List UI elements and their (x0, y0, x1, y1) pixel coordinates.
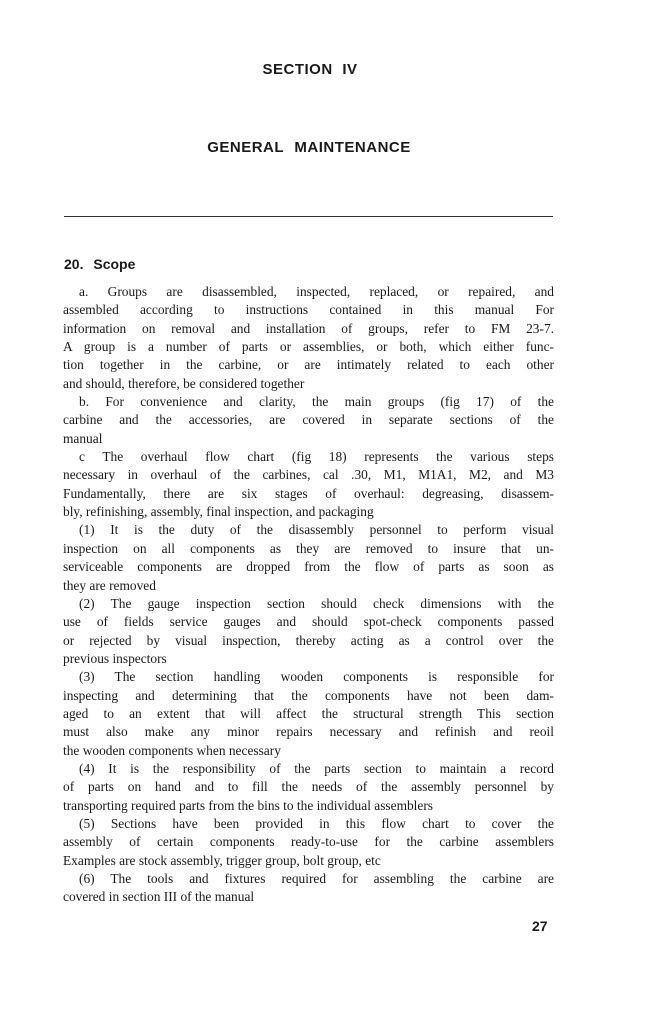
text-line: (3) The section handling wooden components is responsible for (79, 669, 554, 685)
text-line: must also make any minor repairs necessary and refinish and reoil (63, 724, 554, 740)
text-line: Examples are stock assembly, trigger group, bolt group, etc (63, 852, 381, 868)
text-line: b. For convenience and clarity, the main groups (fig 17) of the (79, 394, 554, 410)
page-number: 27 (532, 918, 548, 934)
text-line: Fundamentally, there are six stages of overhaul: degreasing, disassem- (63, 485, 554, 501)
text-line: covered in section III of the manual (63, 889, 255, 905)
text-line: or rejected by visual inspection, thereby acting as a control over the (63, 632, 554, 648)
text-line: use of fields service gauges and should spot-check components passed (63, 614, 554, 630)
paragraph-title: Scope (93, 256, 136, 272)
text-line: manual (63, 430, 103, 446)
text-line: a. Groups are disassembled, inspected, replaced, or repaired, and (79, 284, 554, 299)
horizontal-rule (64, 216, 553, 217)
text-line: inspecting and determining that the components have not been dam- (63, 687, 554, 703)
section-title: SECTION IV (262, 61, 358, 78)
paragraph-heading (64, 256, 135, 272)
text-line: (4) It is the responsibility of the parts section to maintain a record (79, 760, 554, 776)
text-line: (2) The gauge inspection section should check dimensions with the (79, 595, 554, 611)
text-line: the wooden components when necessary (63, 742, 281, 758)
body-text (63, 283, 554, 907)
text-line: tion together in the carbine, or are intimately related to each other (63, 357, 554, 373)
text-line: information on removal and installation of groups, refer to FM 23-7. (63, 320, 554, 336)
text-line: of parts on hand and to fill the needs of the assembly personnel by (63, 779, 554, 795)
text-line: previous inspectors (63, 650, 167, 666)
text-line: c The overhaul flow chart (fig 18) represents the various steps (79, 449, 554, 465)
text-line: transporting required parts from the bins to the individual assemblers (63, 797, 434, 813)
text-line: they are removed (63, 577, 156, 593)
paragraph-number: 20. (64, 256, 84, 272)
text-line: (5) Sections have been provided in this flow chart to cover the (79, 815, 554, 831)
text-line: assembly of certain components ready-to-use for the carbine assemblers (63, 834, 554, 850)
text-line: aged to an extent that will affect the structural strength This section (63, 705, 554, 721)
text-line: serviceable components are dropped from the flow of parts as soon as (63, 559, 554, 575)
chapter-title: GENERAL MAINTENANCE (207, 139, 411, 156)
text-line: A group is a number of parts or assemblies, or both, which either func- (63, 339, 554, 355)
text-line: assembled according to instructions contained in this manual For (63, 302, 554, 318)
text-line: carbine and the accessories, are covered in separate sections of the (63, 412, 554, 428)
text-line: and should, therefore, be considered together (63, 375, 305, 391)
text-line: bly, refinishing, assembly, final inspection, and packaging (63, 504, 374, 520)
text-line: inspection on all components as they are removed to insure that un- (63, 540, 554, 556)
text-line: necessary in overhaul of the carbines, cal .30, M1, M1A1, M2, and M3 (63, 467, 554, 483)
text-line: (6) The tools and fixtures required for assembling the carbine are (79, 871, 554, 886)
text-line: (1) It is the duty of the disassembly personnel to perform visual (79, 522, 554, 538)
